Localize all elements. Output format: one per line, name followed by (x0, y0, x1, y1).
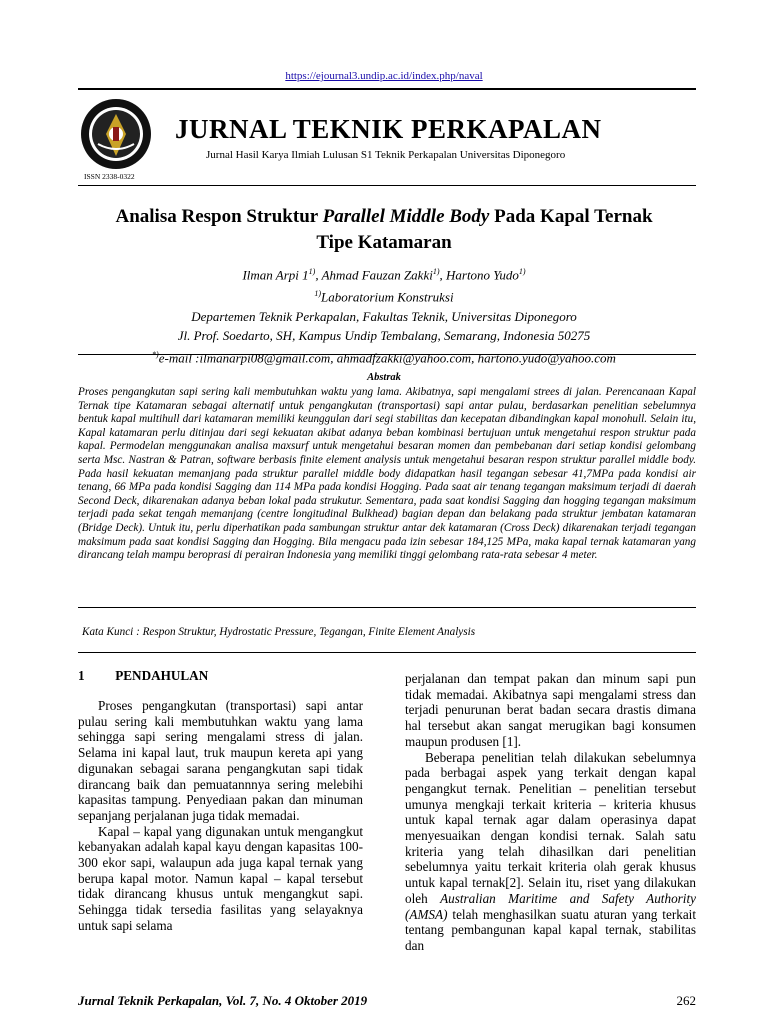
author-list (40, 262, 728, 284)
author-name: , Ahmad Fauzan Zakki (315, 267, 433, 283)
body-column-left (78, 686, 363, 934)
body-paragraph: Kapal – kapal yang digunakan untuk mengangkut kebanyakan adalah kapal kayu dengan kapasitas 100-300 ekor sapi, walaupun ada juga kapal ternak yang berupa kapal motor. Namun kapal – kapal tersebut tidak dirancang khusus untuk mengangkut sapi. Sehingga tidak tersedia fasilitas yang selayaknya untuk sapi selama (78, 823, 363, 933)
header-rule (78, 88, 696, 90)
university-seal-logo (80, 98, 152, 170)
affiliation-address: Jl. Prof. Soedarto, SH, Kampus Undip Tembalang, Semarang, Indonesia 50275 (177, 327, 591, 343)
author-block (40, 262, 728, 367)
title-line-2: Tipe Katamaran (316, 232, 452, 253)
page-number: 262 (676, 993, 696, 1008)
section-number: 1 (78, 668, 85, 683)
paper-title (40, 204, 728, 256)
author-name: Ilman Arpi 1 (242, 267, 309, 283)
keywords-line: Kata Kunci : Respon Struktur, Hydrostatic Pressure, Tegangan, Finite Element Analysis (82, 626, 476, 638)
author-affiliation-mark: 1) (432, 267, 440, 276)
lab-name: Laboratorium Konstruksi (321, 289, 454, 305)
body-column-right (405, 671, 696, 954)
paragraph-italic-text: Australian Maritime and Safety Authority (AMSA) (405, 890, 696, 922)
affiliation-mark: 1) (314, 289, 322, 299)
body-paragraph (405, 750, 696, 954)
email-mark: *) (152, 349, 159, 359)
affiliation-dept: Departemen Teknik Perkapalan, Fakultas Teknik, Universitas Diponegoro (191, 308, 577, 324)
journal-title: JURNAL TEKNIK PERKAPALAN (175, 114, 602, 144)
abstract-top-rule (78, 354, 696, 355)
header-rule-bottom (78, 185, 696, 186)
title-part: Analisa Respon Struktur (115, 206, 323, 227)
abstract-body: Proses pengangkutan sapi sering kali membutuhkan waktu yang lama. Akibatnya, sapi mengalami strees di jalan. Perencanaan Kapal Ternak tipe Katamaran sebagai alternatif untuk pengangkutan (transportasi) sapi antar pulau, berdasarkan penelitian sebelumnya bentuk kapal multihull dari katamaran memiliki keunggulan dari segi stabilitas dan kecepatan dibandingkan kapal monohull. Selain itu, Kapal katamaran perlu ditinjau dari segi kekuatan akibat adanya beban kombinasi bertujuan untuk mengetahui respon struktur pada kapal. Permodelan menggunakan analisa maxsurf untuk mengetahui besaran momen dan pembebanan dari setiap kondisi gelombang serta Msc. Nastran & Patran, software berbasis finite element analysis untuk mengetahui besaran respon struktur parallel middle body. Pada hasil kekuatan memanjang pada struktur parallel middle body didapatkan hasil tegangan sebesar 41,7MPa pada kondisi air tenang, 66 MPa pada kondisi Sagging dan 114 MPa pada kondisi Hogging. Pada saat air tenang tegangan maksimum terjadi di daerah Second Deck, dikarenakan adanya beban lokal pada strukutur. Sementara, pada saat kondisi Sagging dan hogging tegangan maksimum terjadi pada sekat tengah memanjang (centre longitudinal Bulkhead) bagian depan dan belakang pada struktur jembatan katamaran (Bridge Deck). Untuk itu, perlu diperhatikan pada sambungan struktur antar dek katamaran (Cross Deck) dikarenakan terjadi tegangan maksimum pada saat kondisi Sagging dan Hogging. Bila mengacu pada izin sebesar 184,125 MPa, maka kapal ternak katamaran yang dirancang telah mampu beroprasi di perairan Indonesia yang memiliki tinggi gelombang rata-rata sebesar 4 meter. (78, 386, 696, 562)
title-part: Pada Kapal Ternak (489, 206, 653, 227)
email-text: e-mail :ilmanarpi08@gmail.com, ahmadfzakki@yahoo.com, hartono.yudo@yahoo.com (158, 349, 616, 365)
body-paragraph: Proses pengangkutan (transportasi) sapi antar pulau sering kali membutuhkan waktu yang lama sehingga sapi sering mengalami stress di jalan. Selama ini kapal laut, truk maupun kereta api yang digunakan sebagai sarana pengangkutan sapi tidak dirancang baik dan pemuatannnya sering melebihi kapasitas tampung. Penyediaan pakan dan minuman sepanjang perjalanan juga tidak memadai. (78, 698, 363, 823)
author-emails (40, 345, 728, 367)
journal-url-link[interactable]: https://ejournal3.undip.ac.id/index.php/naval (285, 70, 483, 82)
issn-label: ISSN 2338-0322 (84, 172, 135, 181)
keywords-bottom-rule (78, 652, 696, 653)
keywords-top-rule (78, 607, 696, 608)
section-heading (78, 668, 208, 684)
body-paragraph: perjalanan dan tempat pakan dan minum sapi pun tidak memadai. Akibatnya sapi mengalami stress dan terjadi penurunan berat badan secara drastis dimana hal tersebut akan sangat merugikan bagi konsumen maupun produsen [1]. (405, 671, 696, 749)
paragraph-text: Beberapa penelitian telah dilakukan sebelumnya pada berbagai aspek yang terkait dengan kapal pengangkut ternak. Penelitian – penelitian tersebut umunya mengkaji terkait kriteria – kriteria khusus untuk kapal ternak agar dalam operasinya dapat menyesuaikan dengan kondisi ternak. Salah satu kriteria yang telah dihasilkan dari penelitian sebelumnya yaitu terkait kriteria olah gerak khusus untuk kapal ternak[2]. Selain itu, riset yang dilakukan oleh (405, 749, 696, 906)
journal-subtitle: Jurnal Hasil Karya Ilmiah Lulusan S1 Teknik Perkapalan Universitas Diponegoro (206, 149, 566, 161)
author-affiliation-mark: 1) (308, 267, 316, 276)
author-name: , Hartono Yudo (439, 267, 519, 283)
footer-citation: Jurnal Teknik Perkapalan, Vol. 7, No. 4 Oktober 2019 (78, 993, 368, 1008)
section-title: PENDAHULAN (115, 668, 209, 683)
author-affiliation-mark: 1) (518, 267, 526, 276)
paragraph-text: telah menghasilkan suatu aturan yang terkait tentang pembangunan kapal kapal ternak, stabilitas dan (405, 906, 696, 953)
title-italic-part: Parallel Middle Body (322, 206, 490, 227)
abstract-heading: Abstrak (367, 372, 401, 383)
affiliation-lab (40, 284, 728, 306)
